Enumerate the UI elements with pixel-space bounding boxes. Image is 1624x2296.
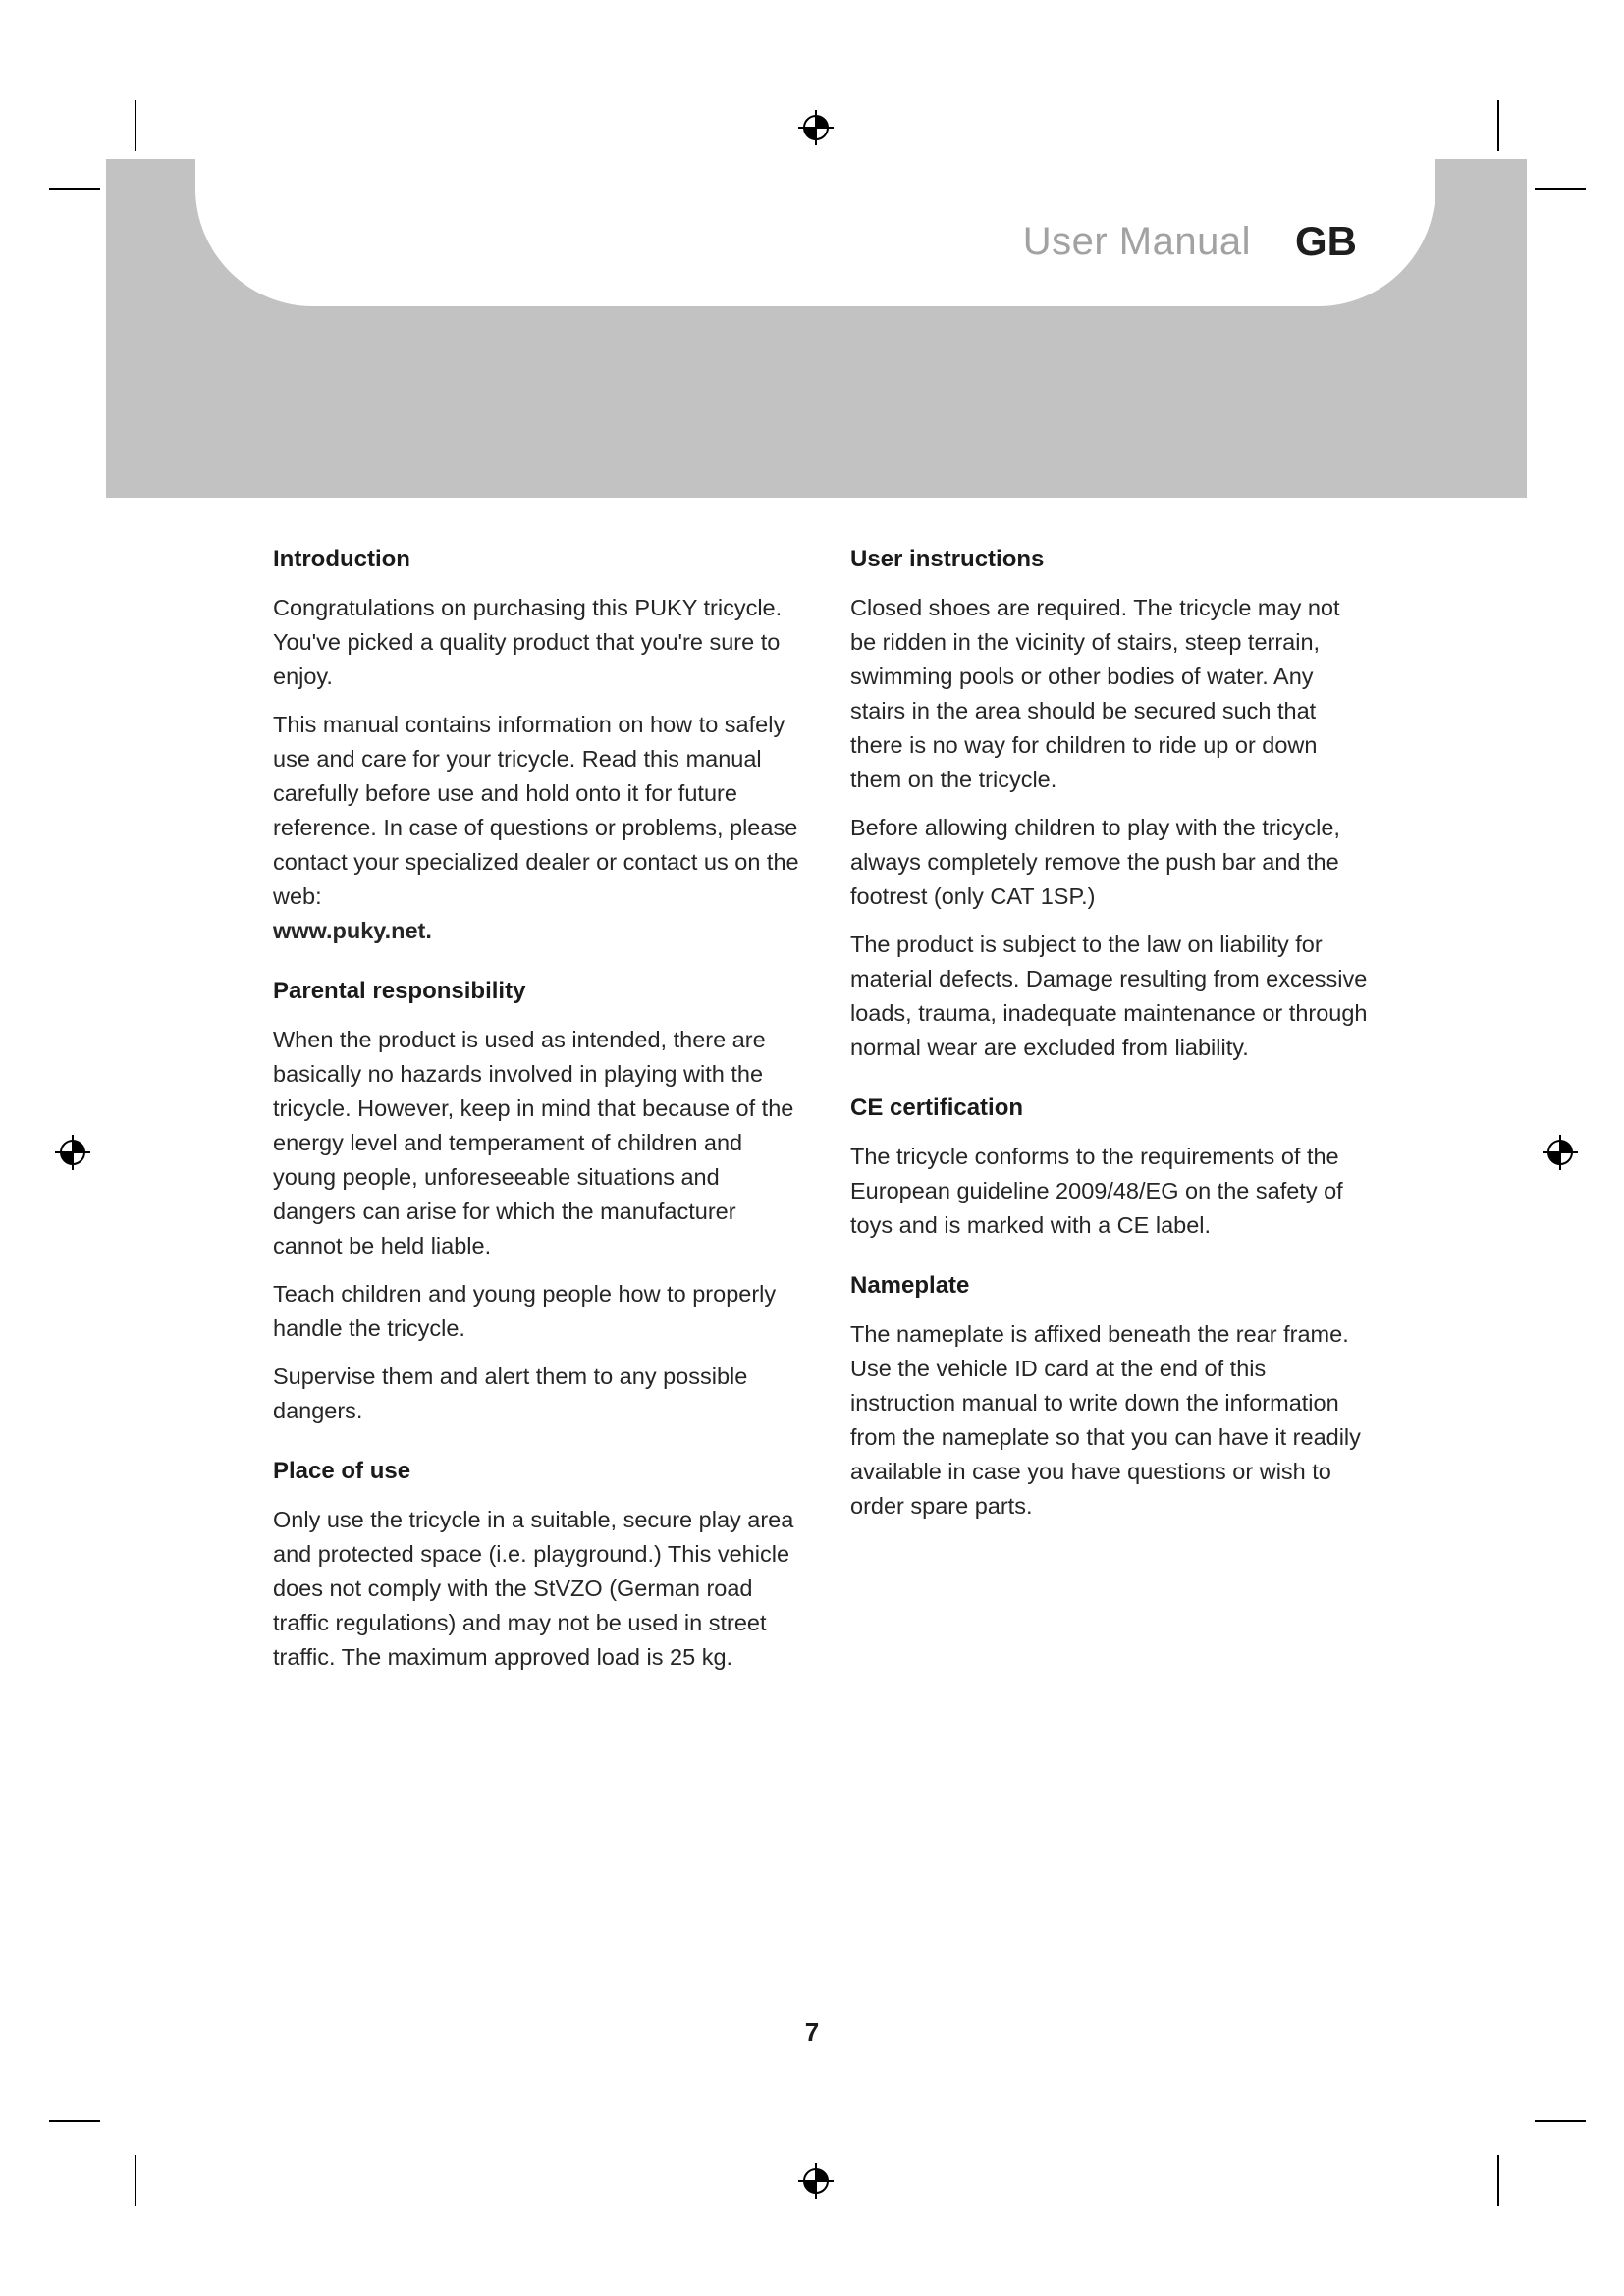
section-ce-certification	[850, 1095, 1371, 1243]
section-heading: Introduction	[273, 546, 410, 572]
paragraph: The tricycle conforms to the requirements of the European guideline 2009/48/EG on the safety of toys and is marked with a CE label.	[850, 1144, 1343, 1238]
header-language-code: GB	[1295, 218, 1357, 264]
section-place-of-use	[273, 1458, 803, 1675]
crop-mark-bottom-right-horizontal	[1535, 2120, 1586, 2122]
registration-mark-icon	[797, 109, 835, 146]
crop-mark-top-left-horizontal	[49, 188, 100, 190]
crop-mark-top-left-vertical	[135, 100, 136, 151]
paragraph: This manual contains information on how to safely use and care for your tricycle. Read this manual carefully before use and hold onto it for future reference. In case of questions or problems, please contact your specialized dealer or contact us on the web:	[273, 712, 799, 909]
crop-mark-top-right-horizontal	[1535, 188, 1586, 190]
registration-mark-icon	[1542, 1134, 1579, 1171]
right-column	[850, 546, 1371, 1553]
section-user-instructions	[850, 546, 1371, 1065]
paragraph: Congratulations on purchasing this PUKY tricycle. You've picked a quality product that you're sure to enjoy.	[273, 595, 783, 689]
paragraph: Teach children and young people how to properly handle the tricycle.	[273, 1281, 777, 1341]
section-nameplate	[850, 1272, 1371, 1523]
crop-mark-top-right-vertical	[1497, 100, 1499, 151]
paragraph: Supervise them and alert them to any possible dangers.	[273, 1363, 748, 1423]
registration-mark-icon	[54, 1134, 91, 1171]
left-column	[273, 546, 803, 1704]
paragraph: Closed shoes are required. The tricycle may not be ridden in the vicinity of stairs, steep terrain, swimming pools or other bodies of water. Any stairs in the area should be secured such that there is no way for children to ride up or down them on the tricycle.	[850, 595, 1340, 792]
header-title: User Manual	[1022, 220, 1251, 263]
crop-mark-bottom-right-vertical	[1497, 2155, 1499, 2206]
paragraph: Only use the tricycle in a suitable, secure play area and protected space (i.e. playground.) This vehicle does not comply with the StVZO (German road traffic regulations) and may not be used in street traffic. The maximum approved load is 25 kg.	[273, 1507, 794, 1670]
crop-mark-bottom-left-vertical	[135, 2155, 136, 2206]
section-introduction	[273, 546, 803, 948]
paragraph: Before allowing children to play with the tricycle, always completely remove the push bar and the footrest (only CAT 1SP.)	[850, 815, 1340, 909]
paragraph: The nameplate is affixed beneath the rear frame. Use the vehicle ID card at the end of this instruction manual to write down the information from the nameplate so that you can have it readily available in case you have questions or wish to order spare parts.	[850, 1321, 1361, 1519]
paragraph: When the product is used as intended, there are basically no hazards involved in playing with the tricycle. However, keep in mind that because of the energy level and temperament of children and young people, unforeseeable situations and dangers can arise for which the manufacturer cannot be held liable.	[273, 1027, 794, 1258]
website-link[interactable]: www.puky.net.	[273, 918, 432, 943]
section-heading: Parental responsibility	[273, 978, 526, 1004]
paragraph: The product is subject to the law on liability for material defects. Damage resulting from excessive loads, trauma, inadequate maintenance or through normal wear are excluded from liability.	[850, 932, 1368, 1060]
registration-mark-icon	[797, 2163, 835, 2200]
section-heading: User instructions	[850, 546, 1045, 572]
section-heading: Place of use	[273, 1458, 411, 1484]
section-heading: CE certification	[850, 1095, 1024, 1121]
crop-mark-bottom-left-horizontal	[49, 2120, 100, 2122]
page-number: 7	[804, 2017, 820, 2047]
section-parental-responsibility	[273, 978, 803, 1428]
section-heading: Nameplate	[850, 1272, 970, 1299]
